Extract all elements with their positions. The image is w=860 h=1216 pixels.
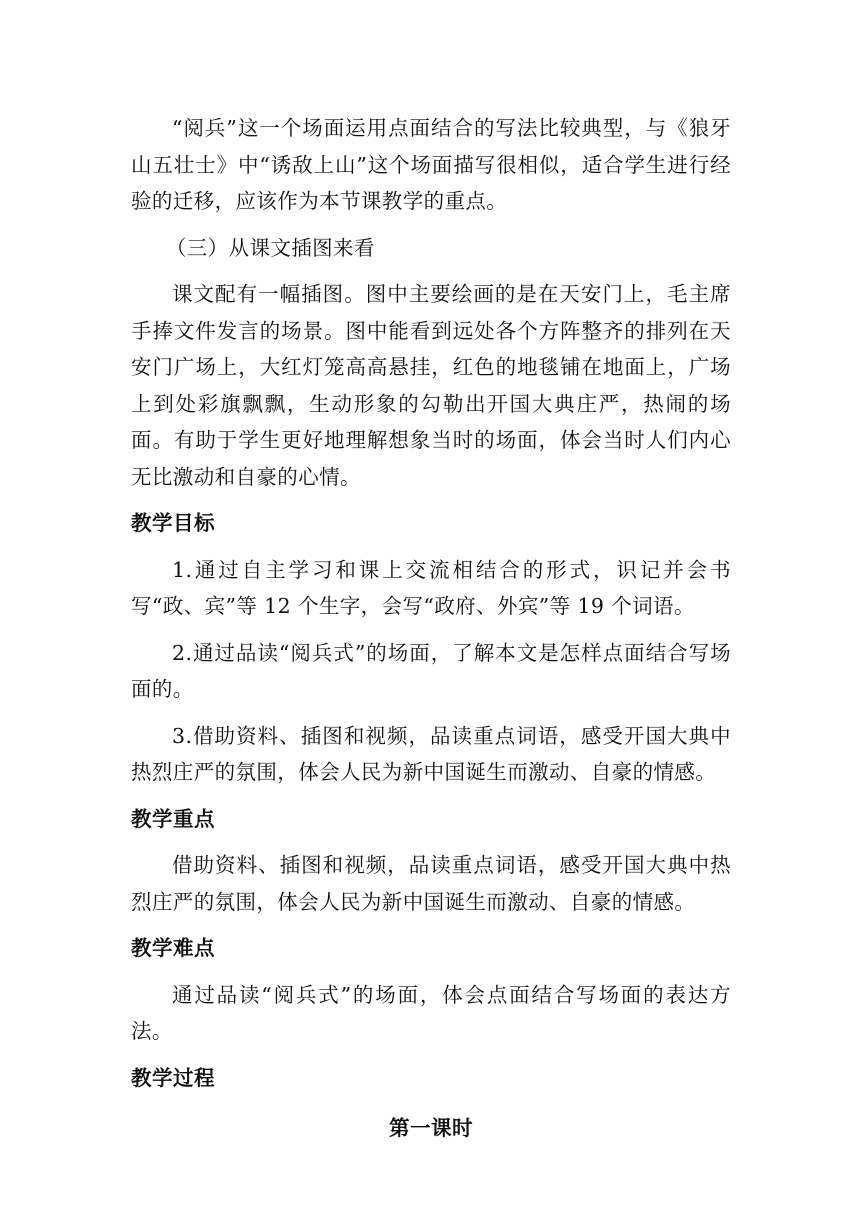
document-page <box>131 110 731 1147</box>
heading-key-points: 教学重点 <box>131 806 215 831</box>
heading-teaching-process: 教学过程 <box>131 1065 215 1090</box>
objective-item-2: 2.通过品读“阅兵式”的场面，了解本文是怎样点面结合写场面的。 <box>131 640 731 701</box>
heading-difficulties: 教学难点 <box>131 936 215 960</box>
heading-teaching-objectives: 教学目标 <box>131 511 215 535</box>
objective-item-3: 3.借助资料、插图和视频，品读重点词语，感受开国大典中热烈庄严的氛围，体会人民为新中国诞生而激动、自豪的情感。 <box>131 723 731 784</box>
first-lesson-title: 第一课时 <box>389 1116 473 1140</box>
difficulties-text: 通过品读“阅兵式”的场面，体会点面结合写场面的表达方法。 <box>131 982 731 1043</box>
objective-item-1: 1.通过自主学习和课上交流相结合的形式，识记并会书写“政、宾”等 12 个生字，会写“政府、外宾”等 19 个词语。 <box>131 557 731 618</box>
paragraph-illustration: 课文配有一幅插图。图中主要绘画的是在天安门上，毛主席手捧文件发言的场景。图中能看到远处各个方阵整齐的排列在天安门广场上，大红灯笼高高悬挂，红色的地毯铺在地面上，广场上到处彩旗飘飘，生动形象的勾勒出开国大典庄严，热闹的场面。有助于学生更好地理解想象当时的场面，体会当时人们内心无比激动和自豪的心情。 <box>131 282 731 489</box>
paragraph-review-scene: “阅兵”这一个场面运用点面结合的写法比较典型，与《狼牙山五壮士》中“诱敌上山”这个场面描写很相似，适合学生进行经验的迁移，应该作为本节课教学的重点。 <box>131 116 731 213</box>
subsection-illustration-title: （三）从课文插图来看 <box>165 235 375 260</box>
key-points-text: 借助资料、插图和视频，品读重点词语，感受开国大典中热烈庄严的氛围，体会人民为新中国诞生而激动、自豪的情感。 <box>131 853 731 914</box>
